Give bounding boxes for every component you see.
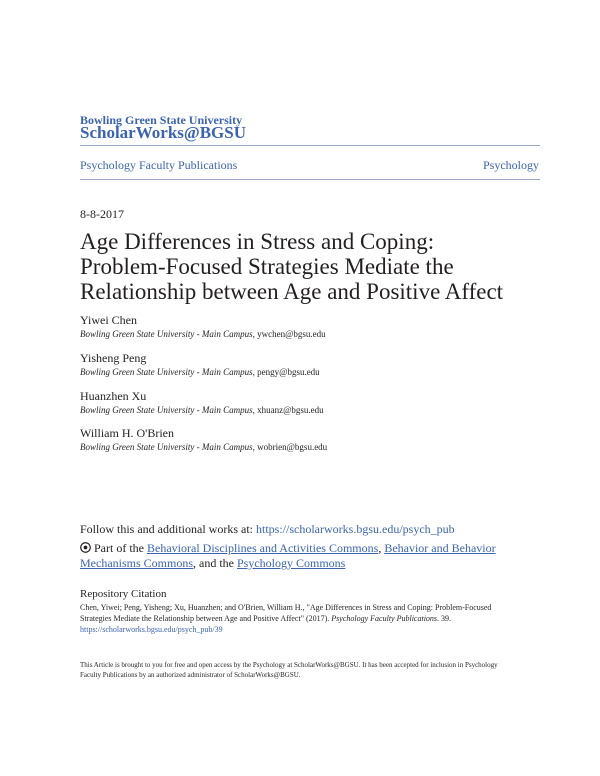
commons-link-behavior-mechanisms[interactable]: Behavior and Behavior Mechanisms Commons bbox=[80, 541, 496, 570]
follow-line: Follow this and additional works at: https://scholarworks.bgsu.edu/psych_pub bbox=[80, 522, 455, 536]
commons-link-behavioral-disciplines[interactable]: Behavioral Disciplines and Activities Commons bbox=[147, 541, 379, 555]
author-name: Yisheng Peng bbox=[80, 351, 147, 365]
citation-heading: Repository Citation bbox=[80, 588, 167, 600]
collection-link[interactable]: Psychology Faculty Publications bbox=[80, 158, 238, 172]
header-divider bbox=[80, 145, 540, 146]
author-name: Yiwei Chen bbox=[80, 313, 137, 327]
author-affiliation: Bowling Green State University - Main Campus, wobrien@bgsu.edu bbox=[80, 442, 328, 452]
author-name: William H. O'Brien bbox=[80, 426, 174, 440]
part-of-line: Part of the Behavioral Disciplines and Activities Commons, Behavior and Behavior Mechanisms Commons, and the Psychology Commons bbox=[80, 541, 496, 570]
open-access-icon bbox=[80, 542, 91, 553]
university-name[interactable]: Bowling Green State University bbox=[80, 113, 243, 127]
citation-url-link[interactable]: https://scholarworks.bgsu.edu/psych_pub/39 bbox=[80, 625, 223, 634]
commons-link-psychology[interactable]: Psychology Commons bbox=[237, 556, 346, 570]
author-affiliation: Bowling Green State University - Main Campus, pengy@bgsu.edu bbox=[80, 367, 320, 377]
collection-url-link[interactable]: https://scholarworks.bgsu.edu/psych_pub bbox=[256, 522, 455, 536]
citation-text: Chen, Yiwei; Peng, Yisheng; Xu, Huanzhen; and O'Brien, William H., "Age Differences in Stress and Coping: Problem-Focused Strategies Mediate the Relationship between Age and Positive Affect" (2017). Psychology Faculty Publications. 39. https://scholarworks.bgsu.edu/psych_pub/39 bbox=[80, 603, 492, 634]
publication-date: 8-8-2017 bbox=[80, 207, 124, 221]
collection-divider bbox=[80, 179, 540, 180]
footer-note: This Article is brought to you for free and open access by the Psychology at ScholarWorks@BGSU. It has been accepted for inclusion in Psychology Faculty Publications by an authorized administrator of ScholarWorks@BGSU. bbox=[80, 661, 498, 679]
page-title: Age Differences in Stress and Coping: Problem-Focused Strategies Mediate the Relationship between Age and Positive Affect bbox=[80, 229, 504, 304]
author-affiliation: Bowling Green State University - Main Campus, ywchen@bgsu.edu bbox=[80, 329, 326, 339]
repository-name[interactable]: ScholarWorks@BGSU bbox=[80, 123, 247, 142]
author-affiliation: Bowling Green State University - Main Campus, xhuanz@bgsu.edu bbox=[80, 405, 324, 415]
department-link[interactable]: Psychology bbox=[482, 158, 539, 172]
author-name: Huanzhen Xu bbox=[80, 389, 147, 403]
